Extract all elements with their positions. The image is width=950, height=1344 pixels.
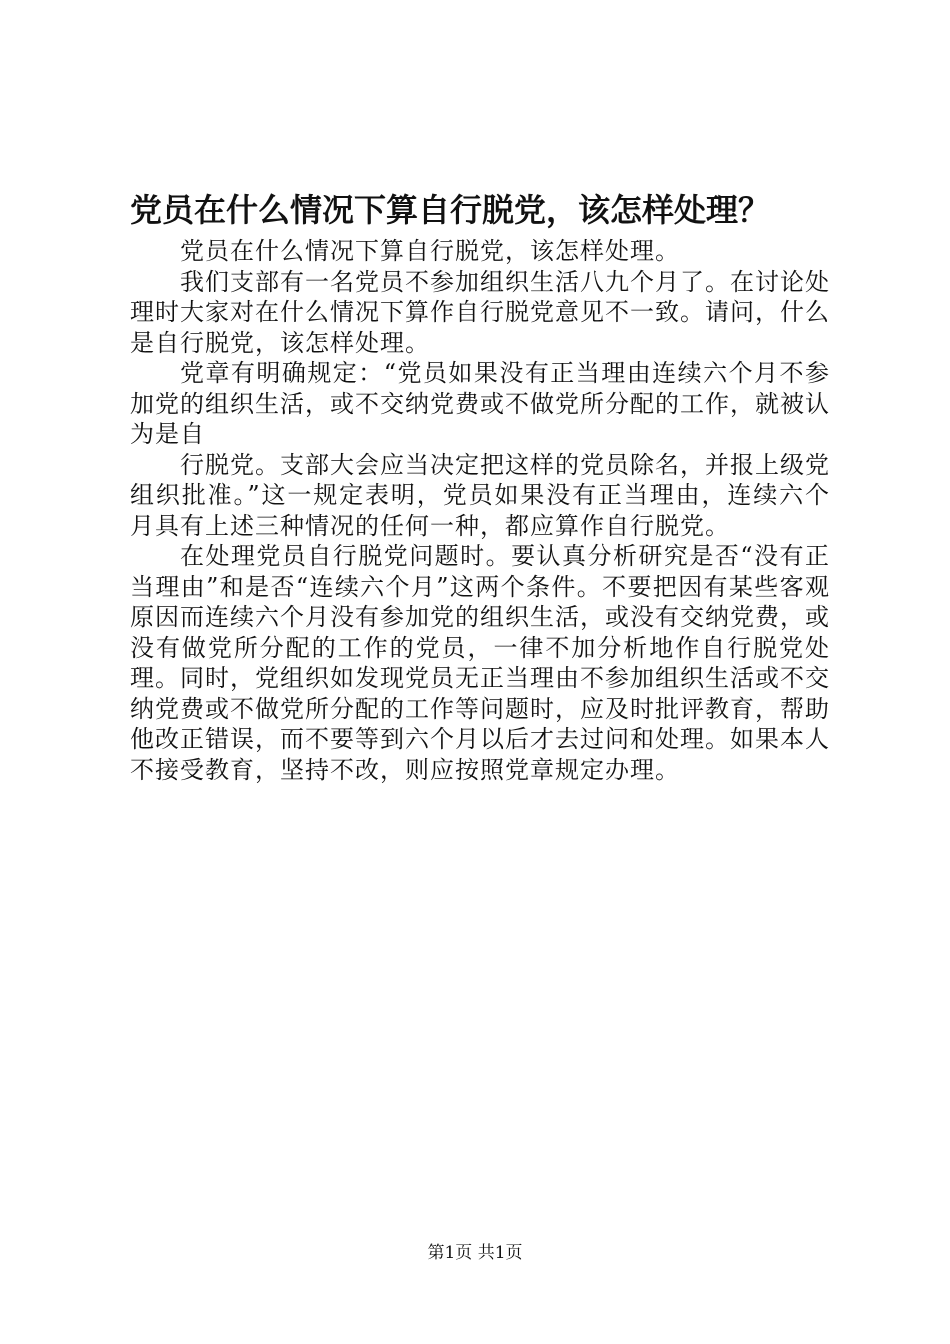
paragraph-3: 党章有明确规定：“党员如果没有正当理由连续六个月不参加党的组织生活，或不交纳党费或不做党所分配的工作，就被认为是自 [130,359,830,448]
paragraph-5: 在处理党员自行脱党问题时。要认真分析研究是否“没有正当理由”和是否“连续六个月”这两个条件。不要把因有某些客观原因而连续六个月没有参加党的组织生活，或没有交纳党费，或没有做党所分配的工作的党员，一律不加分析地作自行脱党处理。同时，党组织如发现党员无正当理由不参加组织生活或不交纳党费或不做党所分配的工作等问题时，应及时批评教育，帮助他改正错误，而不要等到六个月以后才去过问和处理。如果本人不接受教育，坚持不改，则应按照党章规定办理。 [130,542,830,784]
paragraph-1: 党员在什么情况下算自行脱党，该怎样处理。 [180,237,680,265]
document-body [130,236,830,785]
page-footer: 第1页 共1页 [427,1243,523,1263]
document-title: 党员在什么情况下算自行脱党，该怎样处理？ [130,191,771,229]
paragraph-2: 我们支部有一名党员不参加组织生活八九个月了。在讨论处理时大家对在什么情况下算作自行脱党意见不一致。请问，什么是自行脱党，该怎样处理。 [130,267,830,357]
paragraph-4: 行脱党。支部大会应当决定把这样的党员除名，并报上级党组织批准。”这一规定表明，党员如果没有正当理由，连续六个月具有上述三种情况的任何一种，都应算作自行脱党。 [130,450,830,540]
